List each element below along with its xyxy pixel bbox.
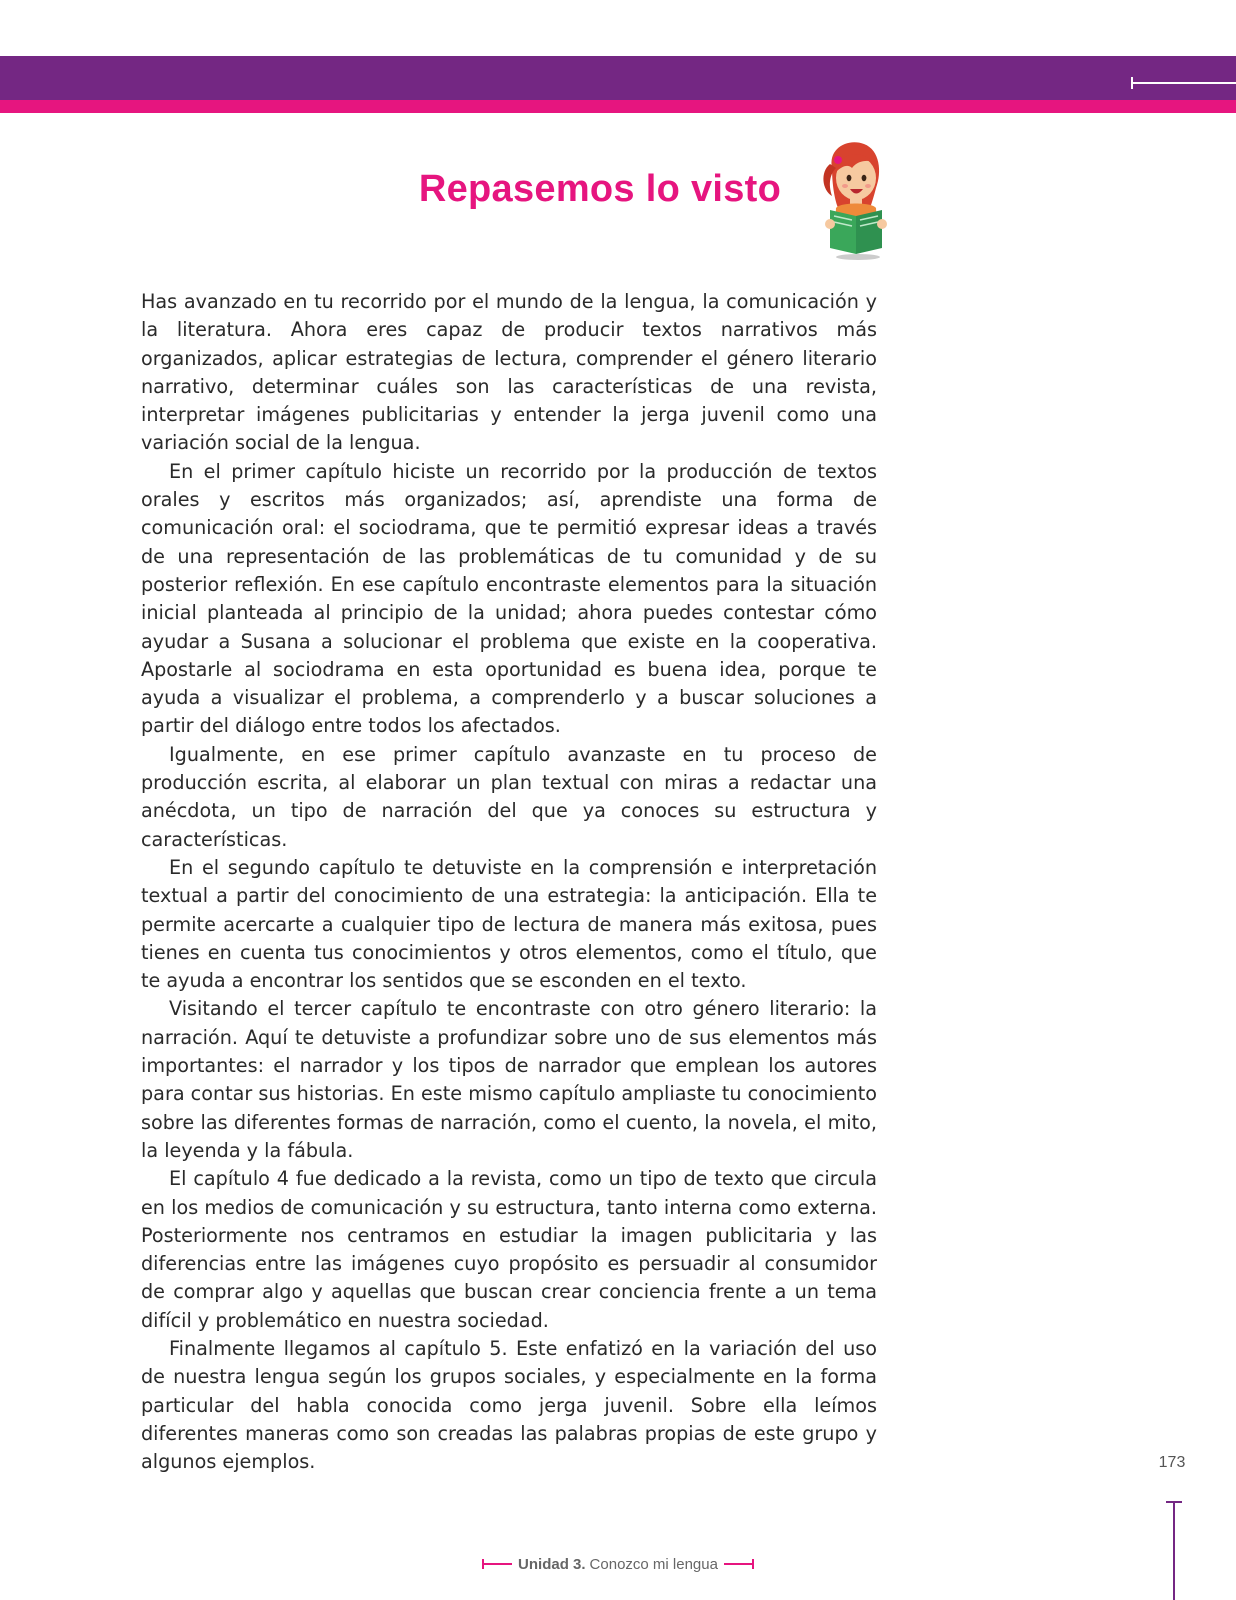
- footer-rule-right: [724, 1563, 754, 1565]
- paragraph: Has avanzado en tu recorrido por el mundo de la lengua, la comunicación y la literatura. Ahora eres capaz de producir textos narrativos más organizados, aplicar estrategias de lectura, comprender el género literario narrativo, determinar cuáles son las características de una revista, interpretar imágenes publicitarias y entender la jerga juvenil como una variación social de la lengua.: [141, 290, 877, 455]
- footer-unit-name: Conozco mi lengua: [589, 1555, 718, 1573]
- header-stripe: [0, 100, 1236, 113]
- corner-mark-tick: [1131, 77, 1133, 89]
- paragraph: El capítulo 4 fue dedicado a la revista, como un tipo de texto que circula en los medios de comunicación y su estructura, tanto interna como externa. Posteriormente nos centramos en estudiar la imagen publicitaria y las diferencias entre las imágenes cuyo propósito es persuadir al consumidor de comprar algo y aquellas que buscan crear conciencia frente a un tema difícil y problemático en nuestra sociedad.: [141, 1167, 877, 1332]
- paragraph: Finalmente llegamos al capítulo 5. Este enfatizó en la variación del uso de nuestra lengua según los grupos sociales, y especialmente en la forma particular del habla conocida como jerga juvenil. Sobre ella leímos diferentes maneras como son creadas las palabras propias de este grupo y algunos ejemplos.: [141, 1336, 877, 1474]
- paragraph: Visitando el tercer capítulo te encontraste con otro género literario: la narración. Aquí te detuviste a profundizar sobre uno de sus elementos más importantes: el narrador y los tipos de narrador que emplean los autores para contar sus historias. En este mismo capítulo ampliaste tu conocimiento sobre las diferentes formas de narración, como el cuento, la novela, el mito, la leyenda y la fábula.: [141, 997, 877, 1162]
- girl-reading-book-icon: [818, 138, 890, 262]
- paragraph: En el primer capítulo hiciste un recorrido por la producción de textos orales y escritos más organizados; así, aprendiste una forma de comunicación oral: el sociodrama, que te permitió expresar ideas a través de una representación de las problemáticas de tu comunidad y de su posterior reflexión. En ese capítulo encontraste elementos para la situación inicial planteada al principio de la unidad; ahora puedes contestar cómo ayudar a Susana a solucionar el problema que existe en la cooperativa. Apostarle al sociodrama en esta oportunidad es buena idea, porque te ayuda a visualizar el problema, a comprenderlo y a buscar soluciones a partir del diálogo entre todos los afectados.: [141, 459, 877, 738]
- paragraph: Igualmente, en ese primer capítulo avanzaste en tu proceso de producción escrita, al elaborar un plan textual con miras a redactar una anécdota, un tipo de narración del que ya conoces su estructura y características.: [141, 742, 877, 851]
- page-title: Repasemos lo visto: [418, 168, 782, 210]
- paragraph: En el segundo capítulo te detuviste en la comprensión e interpretación textual a partir del conocimiento de una estrategia: la anticipación. Ella te permite acercarte a cualquier tipo de lectura de manera más exitosa, pues tienes en cuenta tus conocimientos y otros elementos, como el título, que te ayuda a encontrar los sentidos que se esconden en el texto.: [141, 855, 877, 993]
- body-text: [141, 288, 877, 1476]
- footer-rule-left: [482, 1563, 512, 1565]
- footer-unit: Unidad 3.: [518, 1555, 586, 1573]
- corner-mark: [1132, 82, 1236, 84]
- footer: [0, 1552, 1236, 1576]
- margin-rule: [1173, 1502, 1175, 1600]
- page-number: 173: [1158, 1454, 1186, 1471]
- header-band: [0, 56, 1236, 100]
